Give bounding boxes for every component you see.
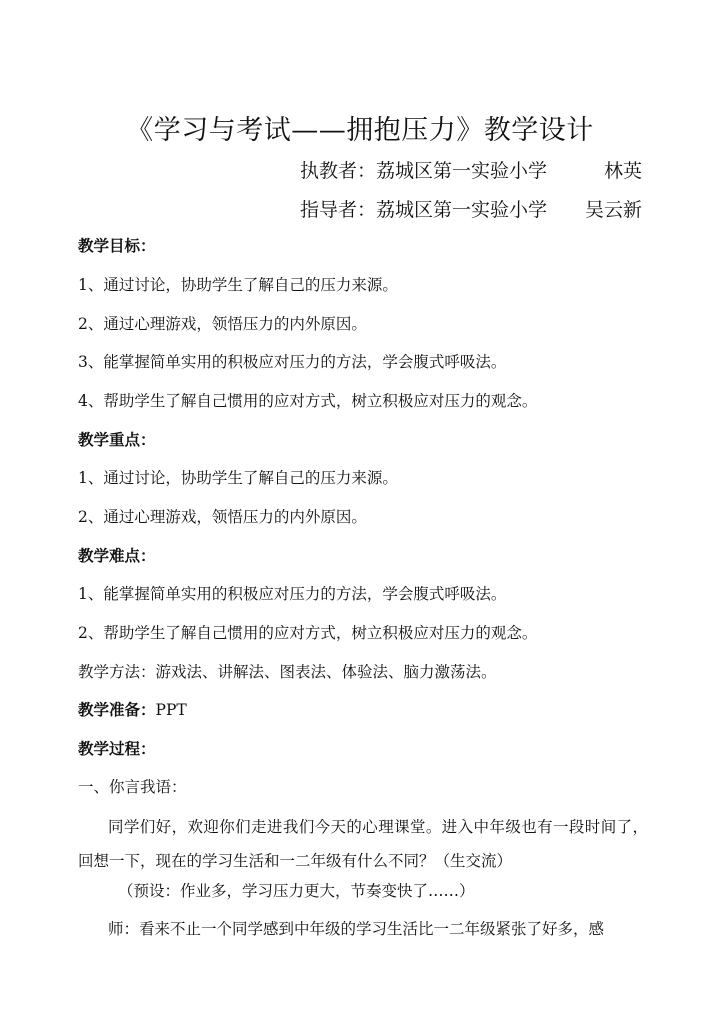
difficulty-item: 2、帮助学生了解自己惯用的应对方式，树立积极应对压力的观念。 — [78, 624, 538, 642]
advisor-label: 指导者：荔城区第一实验小学 — [300, 199, 548, 221]
preparation-label: 教学准备： — [78, 700, 156, 719]
teacher-label: 执教者：荔城区第一实验小学 — [300, 160, 548, 182]
teacher-name: 林英 — [603, 160, 642, 182]
document-title: 《学习与考试——拥抱压力》教学设计 — [126, 115, 594, 146]
section-heading: 一、你言我语： — [78, 778, 187, 796]
intro-paragraph: 同学们好，欢迎你们走进我们今天的心理课堂。进入中年级也有一段时间了，回想一下，现在的学习生活和一二年级有什么不同？（生交流） — [78, 818, 648, 870]
difficulty-item: 1、能掌握简单实用的积极应对压力的方法，学会腹式呼吸法。 — [78, 585, 507, 603]
teacher-byline — [300, 156, 642, 183]
difficulties-heading: 教学难点： — [78, 546, 156, 565]
preparation-line — [78, 699, 642, 721]
preparation-value: PPT — [155, 701, 187, 719]
process-heading: 教学过程： — [78, 739, 156, 758]
goal-item: 2、通过心理游戏，领悟压力的内外原因。 — [78, 315, 367, 333]
goal-item: 4、帮助学生了解自己惯用的应对方式，树立积极应对压力的观念。 — [78, 392, 538, 410]
goal-item: 3、能掌握简单实用的积极应对压力的方法，学会腹式呼吸法。 — [78, 353, 507, 371]
methods-line: 教学方法：游戏法、讲解法、图表法、体验法、脑力激荡法。 — [78, 663, 497, 681]
goal-item: 1、通过讨论，协助学生了解自己的压力来源。 — [78, 276, 398, 294]
key-point-item: 1、通过讨论，协助学生了解自己的压力来源。 — [78, 469, 398, 487]
preset-line: （预设：作业多，学习压力更大，节奏变快了……） — [118, 882, 475, 900]
key-points-heading: 教学重点： — [78, 430, 156, 449]
advisor-name: 吴云新 — [584, 199, 642, 221]
goals-heading: 教学目标： — [78, 236, 156, 255]
key-point-item: 2、通过心理游戏，领悟压力的内外原因。 — [78, 508, 367, 526]
advisor-byline — [300, 195, 642, 222]
teacher-line: 师：看来不止一个同学感到中年级的学习生活比一二年级紧张了好多，感 — [108, 920, 605, 938]
